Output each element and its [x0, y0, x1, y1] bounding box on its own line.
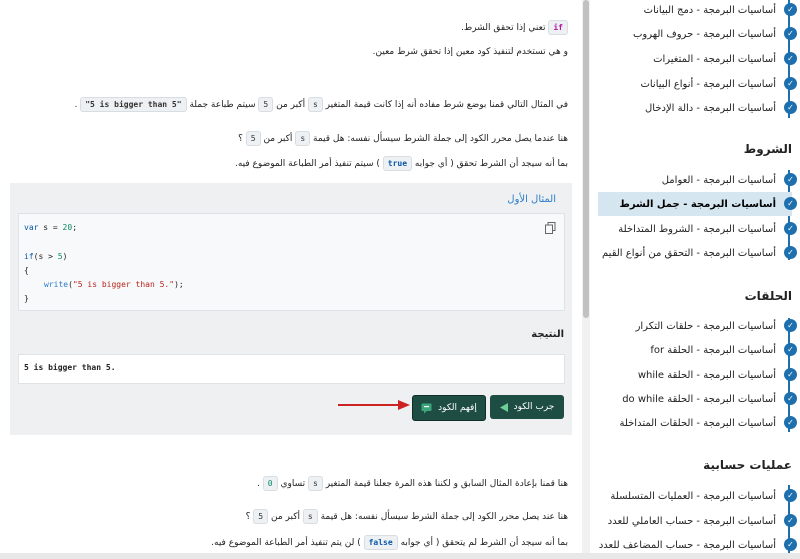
code-false: false	[364, 535, 398, 550]
example-title: المثال الأول	[507, 194, 556, 205]
code-num-5: 5	[253, 509, 268, 524]
paragraph-if-meaning	[461, 20, 568, 35]
code-num-0: 0	[263, 476, 278, 491]
check-icon: ✓	[784, 319, 797, 332]
code-line-4: {	[24, 266, 29, 275]
sidebar-item-do-while-loop[interactable]: ✓ أساسيات البرمجة - الحلقة do while	[598, 387, 800, 411]
check-icon: ✓	[784, 197, 797, 210]
run-code-button[interactable]	[490, 395, 564, 419]
check-icon: ✓	[784, 101, 797, 114]
course-sidebar	[590, 0, 800, 559]
scrollbar-thumb[interactable]	[583, 0, 589, 318]
code-true: true	[383, 156, 412, 171]
check-icon: ✓	[784, 538, 797, 551]
code-line-5: write("5 is bigger than 5.");	[44, 280, 184, 289]
copy-icon[interactable]	[545, 222, 556, 234]
sidebar-item-data-types[interactable]: ✓ أساسيات البرمجة - أنواع البيانات	[598, 72, 800, 96]
main-scrollbar[interactable]	[582, 0, 590, 559]
paragraph-question-2: هنا عند يصل محرر الكود إلى جملة الشرط سيسأل نفسه: هل قيمة s أكبر من 5 ؟	[246, 509, 568, 524]
sidebar-item-for-loop[interactable]: ✓ أساسيات البرمجة - الحلقة for	[598, 338, 800, 362]
result-label: النتيجة	[531, 329, 564, 340]
paragraph-true: بما أنه سيجد أن الشرط تحقق ( أي جوابه true ) سيتم تنفيذ أمر الطباعة الموضوع فيه.	[235, 156, 568, 171]
sidebar-item-operators[interactable]: ✓ أساسيات البرمجة - العوامل	[598, 168, 800, 192]
check-icon: ✓	[784, 52, 797, 65]
paragraph-usage: و هي تستخدم لتنفيذ كود معين إذا تحقق شرط معين.	[372, 47, 568, 57]
check-icon: ✓	[784, 222, 797, 235]
sidebar-item-factorial[interactable]: ✓ أساسيات البرمجة - حساب العاملي للعدد	[598, 509, 800, 533]
explain-icon	[421, 403, 432, 414]
run-code-label: جرب الكود	[513, 402, 555, 412]
check-icon: ✓	[784, 246, 797, 259]
check-icon: ✓	[784, 343, 797, 356]
section-title-conditions: الشروط	[743, 142, 792, 156]
paragraph-question: هنا عندما يصل محرر الكود إلى جملة الشرط سيسأل نفسه: هل قيمة s أكبر من 5 ؟	[238, 131, 568, 146]
sidebar-item-sequence-ops[interactable]: ✓ أساسيات البرمجة - العمليات المتسلسلة	[598, 484, 800, 508]
check-icon: ✓	[784, 3, 797, 16]
result-box	[18, 354, 565, 384]
check-icon: ✓	[784, 514, 797, 527]
code-var-s: s	[303, 509, 318, 524]
sidebar-item-loops[interactable]: ✓ أساسيات البرمجة - حلقات التكرار	[598, 314, 800, 338]
code-var-s: s	[308, 97, 323, 112]
code-num-5: 5	[246, 131, 261, 146]
paragraph-false: بما أنه سيجد أن الشرط لم يتحقق ( أي جوابه false ) لن يتم تنفيذ أمر الطباعة الموضوع فيه.	[211, 535, 568, 550]
check-icon: ✓	[784, 416, 797, 429]
sidebar-item-variables[interactable]: ✓ أساسيات البرمجة - المتغيرات	[598, 47, 800, 71]
code-var-s: s	[295, 131, 310, 146]
code-num-5: 5	[258, 97, 273, 112]
sidebar-item-nested-loops[interactable]: ✓ أساسيات البرمجة - الحلقات المتداخلة	[598, 411, 800, 435]
paragraph-repeat: هنا قمنا بإعادة المثال السابق و لكننا هذه المرة جعلنا قيمة المتغير s تساوي 0 .	[257, 476, 568, 491]
explain-code-button[interactable]	[412, 395, 486, 421]
sidebar-item-input-function[interactable]: ✓ أساسيات البرمجة - دالة الإدخال	[598, 96, 800, 120]
check-icon: ✓	[784, 392, 797, 405]
sidebar-item-while-loop[interactable]: ✓ أساسيات البرمجة - الحلقة while	[598, 363, 800, 387]
sidebar-item-data-merge[interactable]: ✓ أساسيات البرمجة - دمج البيانات	[598, 0, 800, 22]
check-icon: ✓	[784, 27, 797, 40]
sidebar-item-nested-conditions[interactable]: ✓ أساسيات البرمجة - الشروط المتداخلة	[598, 217, 800, 241]
example-box	[10, 183, 572, 435]
sidebar-item-multiple[interactable]: ✓ أساسيات البرمجة - حساب المضاعف للعدد	[598, 533, 800, 557]
check-icon: ✓	[784, 368, 797, 381]
paragraph-example-intro: في المثال التالي قمنا بوضع شرط مفاده أنه إذا كانت قيمة المتغير s أكبر من 5 سيتم طباعة جملة "5 is bigger than 5" .	[74, 97, 568, 112]
code-line-1: var s = 20;	[24, 223, 78, 232]
code-if: if	[548, 20, 568, 35]
check-icon: ✓	[784, 77, 797, 90]
sidebar-item-type-checking[interactable]: ✓ أساسيات البرمجة - التحقق من أنواع القيم	[598, 241, 800, 265]
code-block	[18, 213, 565, 311]
section-title-calculations: عمليات حسابية	[703, 458, 792, 472]
play-icon	[500, 403, 508, 412]
window-bottom-edge	[0, 553, 800, 559]
explain-code-label: إفهم الكود	[438, 403, 477, 413]
sidebar-item-conditional-statements[interactable]: ✓ أساسيات البرمجة - جمل الشرط	[598, 192, 792, 216]
section-title-loops: الحلقات	[744, 289, 792, 303]
sidebar-item-escape-chars[interactable]: ✓ أساسيات البرمجة - حروف الهروب	[598, 22, 800, 46]
result-text: 5 is bigger than 5.	[24, 363, 116, 372]
check-icon: ✓	[784, 173, 797, 186]
paragraph-text: تعني إذا تحقق الشرط.	[461, 23, 546, 33]
code-string: "5 is bigger than 5"	[80, 97, 186, 112]
arrow-icon	[334, 398, 414, 412]
code-var-s: s	[308, 476, 323, 491]
check-icon: ✓	[784, 489, 797, 502]
code-line-6: }	[24, 294, 29, 303]
code-line-3: if(s > 5)	[24, 252, 68, 261]
